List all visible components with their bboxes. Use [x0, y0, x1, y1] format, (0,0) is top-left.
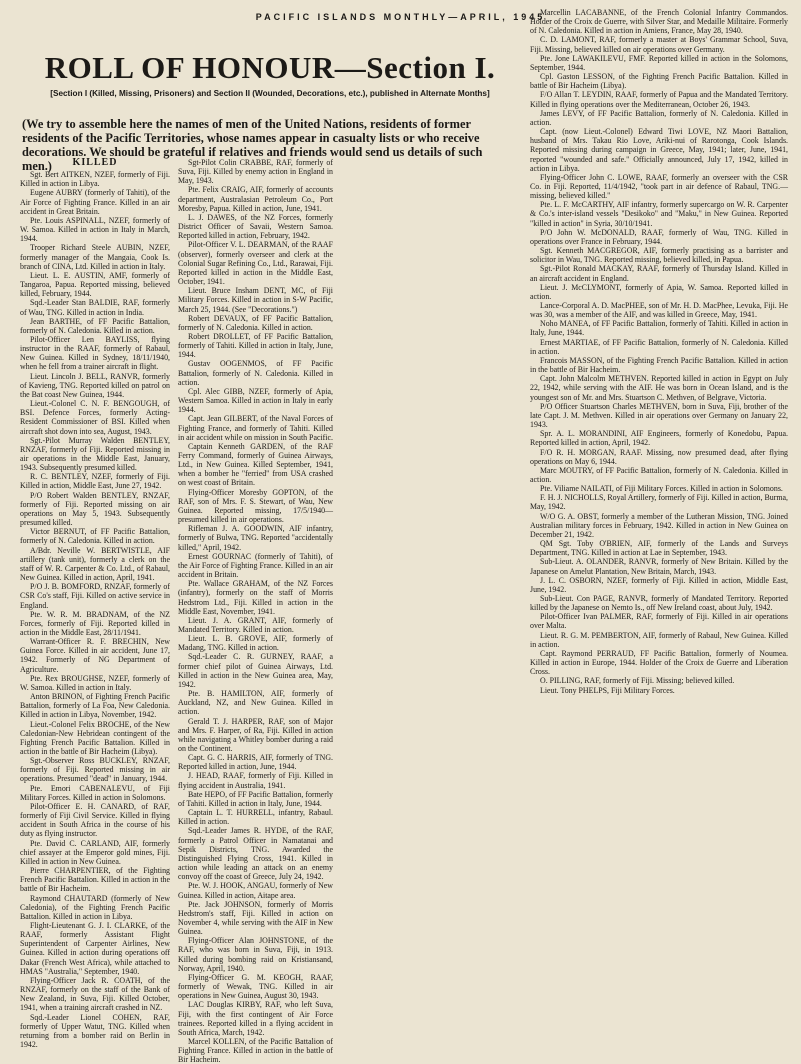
roll-entry: Anton BRINON, of Fighting French Pacific Battalion, formerly of La Foa, New Caledonia. Killed in action in Libya, November, 1942. [20, 692, 170, 720]
roll-entry: Flying-Officer Alan JOHNSTONE, of the RAF, who was born in Suva, Fiji, in 1913. Killed during bombing raid on Kristiansand, Norway, April, 1940. [178, 936, 333, 973]
roll-entry: Pte. Louis ASPINALL, NZEF, formerly of W. Samoa. Killed in action in Italy in March, 1944. [20, 215, 170, 244]
roll-entry: Lieut.-Colonel C. N. F. BENGOUGH, of BSI. Defence Forces, formerly Acting-Resident Commissioner of BSI. Killed when aircraft shot down into sea, August, 1943. [20, 399, 170, 436]
roll-entry: Robert DROLLET, of FF Pacific Battalion, formerly of Tahiti. Killed in action in Italy, June, 1944. [178, 331, 333, 360]
column-2 [178, 158, 333, 1064]
roll-entry: R. C. BENTLEY, NZEF, formerly of Fiji. Killed in action, Middle East, June 27, 1942. [20, 472, 170, 491]
roll-entry: Ernest GOURNAC (formerly of Tahiti), of the Air Force of Fighting France. Killed in an air accident in Britain. [178, 551, 333, 580]
roll-entry: Pte. Wallace GRAHAM, of the NZ Forces (infantry), formerly on the staff of Morris Hedstrom Ltd., Fiji. Killed in action in the Middle East, November, 1941. [178, 579, 333, 616]
roll-entry: Sgt.-Observer Ross BUCKLEY, RNZAF, formerly of Fiji. Reported missing in air operations. Presumed "dead" in January, 1944. [20, 756, 170, 784]
killed-heading: KILLED [72, 157, 118, 168]
page-title: ROLL OF HONOUR—Section I. [44, 50, 496, 85]
roll-entry: Pte. L. F. McCARTHY, AIF infantry, formerly supercargo on W. R. Carpenter & Co.'s inter-island vessels "Desikoko" and "Maku," in New Guinea. Reported "killed in action" in Syria, 30/10/1941. [530, 200, 788, 228]
roll-entry: Lieut. J. McCLYMONT, formerly of Apia, W. Samoa. Reported killed in action. [530, 282, 788, 301]
roll-entry: Warrant-Officer R. F. BRECHIN, New Guinea Force. Killed in air accident, June 17, 1942. Formerly of NG Department of Agriculture. [20, 637, 170, 674]
roll-entry: Pte. W. J. HOOK, ANGAU, formerly of New Guinea. Killed in action, Aitape area. [178, 881, 333, 900]
roll-entry: Capt. John Malcolm METHVEN. Reported killed in action in Egypt on July 22, 1942, while serving with the AIF. He was born in Ocean Island, and is the youngest son of Mr. and Mrs. Stuartson C. Methven, of Belgrave, Victoria. [530, 374, 788, 402]
roll-entry: Bate HEPO, of FF Pacific Battalion, formerly of Tahiti. Killed in action in Italy, June, 1944. [178, 789, 333, 808]
roll-entry: Pte. David C. CARLAND, AIF, formerly chief assayer at the Emperor gold mines, Fiji. Killed in action in New Guinea. [20, 838, 170, 866]
roll-entry: Lieut. L. B. GROVE, AIF, formerly of Madang, TNG. Killed in action. [178, 634, 333, 653]
roll-entry: Pte. Felix CRAIG, AIF, formerly of accounts department, Australasian Petroleum Co., Port Moresby, Papua. Killed in action, June, 1941. [178, 185, 333, 213]
roll-entry: Pte. B. HAMILTON, AIF, formerly of Auckland, NZ, and New Guinea. Killed in action. [178, 689, 333, 717]
roll-entry: P/O John W. McDONALD, RAAF, formerly of Wau, TNG. Killed in operations over France in February, 1944. [530, 227, 788, 246]
roll-entry: Captain L. T. HURRELL, infantry, Rabaul. Killed in action. [178, 808, 333, 827]
running-head: PACIFIC ISLANDS MONTHLY—APRIL, 1945 [255, 12, 546, 22]
roll-entry: Pte. Jone LAWAKILEVU, FMF. Reported killed in action in the Solomons, September, 1944. [530, 53, 788, 72]
roll-entry: Flying-Officer John C. LOWE, RAAF, formerly an overseer with the CSR Co. in Fiji. Reported, 11/4/1942, "took part in air defence of Rabaul, TNG.—missing, believed killed." [530, 172, 788, 201]
roll-entry: Capt. Jean GILBERT, of the Naval Forces of Fighting France, and formerly of Tahiti. Killed in air accident while on mission in South Pacific. [178, 414, 333, 442]
column-1-entries [20, 170, 170, 1049]
roll-entry: C. D. LAMONT, RAF, formerly a master at Boys' Grammar School, Suva, Fiji. Missing, believed killed on air operations over Germany. [530, 35, 788, 54]
roll-entry: Ernest MARTIAE, of FF Pacific Battalion, formerly of N. Caledonia. Killed in action. [530, 337, 788, 356]
column-1 [20, 157, 170, 1049]
roll-entry: Pte. Emori CABENALEVU, of Fiji Military Forces. Killed in action in Solomons. [20, 783, 170, 802]
column-3-entries [530, 8, 788, 695]
roll-entry: P/O J. B. BOMFORD, RNZAF, formerly of CSR Co's staff, Fiji. Killed on active service in England. [20, 582, 170, 610]
roll-entry: Sgt.-Pilot Ronald MACKAY, RAAF, formerly of Thursday Island. Killed in an aircraft accident in England. [530, 264, 788, 283]
roll-entry: Sqd.-Leader Lionel COHEN, RAF, formerly of Upper Watut, TNG. Killed when returning from a bomber raid on Berlin in 1942. [20, 1012, 170, 1049]
roll-entry: Sqd.-Leader C. R. GURNEY, RAAF, a former chief pilot of Guinea Airways, Ltd. Killed in action in the New Guinea area, May, 1942. [178, 652, 333, 689]
roll-entry: Lieut. L. E. AUSTIN, AMF, formerly of Tangaroa, Papua. Reported missing, believed killed, February, 1944. [20, 270, 170, 299]
roll-entry: Flying-Officer Jack R. COATH, of the RNZAF, formerly on the staff of the Bank of New Zealand, in Suva, Fiji. Killed October, 1941, when a training aircraft crashed in NZ. [20, 975, 170, 1013]
roll-entry: Cpl. Gaston LESSON, of the Fighting French Pacific Battalion. Killed in battle of Bir Hacheim (Libya). [530, 72, 788, 91]
column-3 [530, 8, 788, 1038]
section-subtitle: [Section I (Killed, Missing, Prisoners) and Section II (Wounded, Decorations, etc.), published in Alternate Months] [50, 89, 490, 98]
roll-entry: Pte. W. R. M. BRADNAM, of the NZ Forces, formerly of Fiji. Reported killed in action in the Middle East, 28/11/1941. [20, 609, 170, 637]
roll-entry: Sqd.-Leader Stan BALDIE, RAF, formerly of Wau, TNG. Killed in action in India. [20, 298, 170, 317]
roll-entry: F. H. J. NICHOLLS, Royal Artillery, formerly of Fiji. Killed in action, Burma, May, 1942. [530, 493, 788, 512]
roll-entry: Pilot-Officer E. H. CANARD, of RAF, formerly of Fiji Civil Service. Killed in flying accident in South Africa in the course of his duty as flying instructor. [20, 801, 170, 839]
roll-entry: Marc MOUTRY, of FF Pacific Battalion, formerly of N. Caledonia. Killed in action. [530, 465, 788, 484]
roll-entry: P/O Robert Walden BENTLEY, RNZAF, formerly of Fiji. Reported missing on air operations on May 5, 1943. Subsequently presumed killed. [20, 490, 170, 528]
roll-entry: F/O Allan T. LEYDIN, RAAF, formerly of Papua and the Mandated Territory. Killed in flying operations over the Mediterranean, October 26, 1943. [530, 90, 788, 109]
roll-entry: Flying-Officer Moresby GOPTON, of the RAF, son of Mrs. F. S. Stewart, of Wau, New Guinea. Reported missing, 17/5/1940—presumed killed in air operations. [178, 487, 333, 525]
roll-entry: Lieut. Bruce Insham DENT, MC, of Fiji Military Forces. Killed in action in S-W Pacific, March 25, 1944. (See "Decorations.") [178, 286, 333, 314]
roll-entry: Pierre CHARPENTIER, of the Fighting French Pacific Battalion. Killed in action in the battle of Bir Hacheim. [20, 866, 170, 894]
roll-entry: Flight-Lieutenant G. J. I. CLARKE, of the RAAF, formerly Assistant Flight Superintendent of Carpenter Airlines, New Guinea. Killed in action during operations off Dakar (French West Africa), while attached to HMAS "Australia," September, 1940. [20, 920, 170, 976]
roll-entry: Marcellin LACABANNE, of the French Colonial Infantry Commandos. Holder of the Croix de Guerre, with Silver Star, and Medaille Militaire. Formerly of N. Caledonia. Killed in action in Amiens, France, May 28, 1940. [530, 8, 788, 36]
roll-entry: Cpl. Alec GIBB, NZEF, formerly of Apia, Western Samoa. Killed in action in Italy in early 1944. [178, 386, 333, 415]
roll-entry: Sgt-Pilot Colin CRABBE, RAF, formerly of Suva, Fiji. Killed by enemy action in England in May, 1943. [178, 158, 333, 186]
roll-entry: Raymond CHAUTARD (formerly of New Caledonia), of the Fighting French Pacific Battalion. Killed in action in Libya. [20, 893, 170, 921]
roll-entry: Marcel KOLLEN, of the Pacific Battalion of Fighting France. Killed in action in the battle of Bir Hacheim. [178, 1037, 333, 1064]
roll-entry: Spr. A. L. MORANDINI, AIF Engineers, formerly of Konedobu, Papua. Reported killed in action, April, 1942. [530, 429, 788, 448]
roll-entry: Lieut.-Colonel Felix BROCHE, of the New Caledonian-New Hebridean contingent of the Fighting French Pacific Battalion. Killed in action in the battle of Bir Hacheim (Libya). [20, 719, 170, 756]
roll-entry: Pte. Rex BROUGHSE, NZEF, formerly of W. Samoa. Killed in action in Italy. [20, 673, 170, 692]
roll-entry: Sgt. Kenneth MACGREGOR, AIF, formerly practising as a barrister and solicitor in Wau, TNG. Reported missing, believed killed, in Papua. [530, 246, 788, 265]
roll-entry: Pilot-Officer Len BAYLISS, flying instructor in the RAAF, formerly of Rabaul, New Guinea. Killed in Sydney, 18/11/1940, when he fell from a trainer aircraft in flight. [20, 334, 170, 372]
roll-entry: LAC Douglas KIRBY, RAF, who left Suva, Fiji, with the first contingent of Air Force trainees. Reported killed in a flying accident in South Africa, March, 1942. [178, 1000, 333, 1037]
roll-entry: Flying-Officer G. M. KEOGH, RAAF, formerly of Wewak, TNG. Killed in air operations in New Guinea, August 30, 1943. [178, 972, 333, 1001]
roll-entry: Eugene AUBRY (formerly of Tahiti), of the Air Force of Fighting France. Killed in an air accident in Great Britain. [20, 188, 170, 216]
column-2-entries [178, 158, 333, 1064]
roll-entry: Pilot-Officer Ivan PALMER, RAF, formerly of Fiji. Killed in air operations over Malta. [530, 612, 788, 631]
roll-entry: Gerald T. J. HARPER, RAF, son of Major and Mrs. F. Harper, of Ra, Fiji. Killed in action while navigating a Whitley bomber during a raid on the Continent. [178, 716, 333, 753]
roll-entry: Gustav OOGENMOS, of FF Pacific Battalion, formerly of N. Caledonia. Killed in action. [178, 359, 333, 387]
roll-entry: Robert DEVAUX, of FF Pacific Battalion, formerly of N. Caledonia. Killed in action. [178, 313, 333, 332]
roll-entry: L. J. DAWES, of the NZ Forces, formerly District Officer of Savaii, Western Samoa. Reported killed in action, February, 1942. [178, 212, 333, 241]
roll-entry: James LEVY, of FF Pacific Battalion, formerly of N. Caledonia. Killed in action. [530, 108, 788, 127]
roll-entry: Jean BARTHE, of FF Pacific Battalion, formerly of N. Caledonia. Killed in action. [20, 316, 170, 335]
roll-entry: Trooper Richard Steele AUBIN, NZEF, formerly manager of the Mangaia, Cook Is. branch of CINA, Ltd. Killed in action in Italy. [20, 243, 170, 271]
roll-entry: W/O G. A. OBST, formerly a member of the Lutheran Mission, TNG. Joined Australian military forces in February, 1942. Killed in action in New Guinea on December 21, 1942. [530, 511, 788, 539]
roll-entry: O. PILLING, RAF, formerly of Fiji. Missing; believed killed. [540, 676, 735, 686]
roll-entry: Capt. Raymond PERRAUD, FF Pacific Battalion, formerly of Noumea. Killed in action in Europe, 1944. Holder of the Croix de Guerre and Liberation Cross. [530, 648, 788, 677]
roll-entry: Victor BERNUT, of FF Pacific Battalion, formerly of N. Caledonia. Killed in action. [20, 527, 170, 546]
roll-entry: J. HEAD, RAAF, formerly of Fiji. Killed in flying accident in Australia, 1941. [178, 771, 333, 790]
roll-entry: Lieut. R. G. M. PEMBERTON, AIF, formerly of Rabaul, New Guinea. Killed in action. [530, 630, 788, 649]
roll-entry: F/O R. H. MORGAN, RAAF. Missing, now presumed dead, after flying operations on May 6, 1944. [530, 447, 788, 466]
roll-entry: Capt. G. C. HARRIS, AIF, formerly of TNG. Reported killed in action, June, 1944. [178, 753, 333, 772]
roll-entry: Noho MANEA, of FF Pacific Battalion, formerly of Tahiti. Killed in action in Italy, June, 1944. [530, 319, 788, 338]
roll-entry: Sqd.-Leader James R. HYDE, of the RAF, formerly a Patrol Officer in Namatanai and Sepik Districts, TNG. Awarded the Distinguished Flying Cross, 1941. Killed in action while leading an attack on an enemy convoy off the coast of Greece, July 24, 1942. [178, 826, 333, 882]
roll-entry: P/O Officer Stuartson Charles METHVEN, born in Suva, Fiji, brother of the late Capt. J. M. Methven. Killed in air operations over Germany on January 22, 1943. [530, 401, 788, 430]
roll-entry: Sgt. Bert AITKEN, NZEF, formerly of Fiji. Killed in action in Libya. [20, 170, 170, 189]
roll-entry: Pte. Jack JOHNSON, formerly of Morris Hedstrom's staff, Fiji. Killed in action on November 4, while serving with the AIF in New Guinea. [178, 899, 333, 937]
intro-paragraph: (We try to assemble here the names of men of the United Nations, residents of former residents of the Pacific Territories, whose names appear in casualty lists or who receive decorations. We should be grateful if relatives and friends would send us details of such men.) [22, 117, 483, 173]
roll-entry: Rifleman J. A. GOODWIN, AIF infantry, formerly of Bulwa, TNG. Reported "accidentally killed," April, 1942. [178, 524, 333, 552]
roll-entry: Lance-Corporal A. D. MacPHEE, son of Mr. H. D. MacPhee, Levuka, Fiji. He was 30, was a member of the AIF, and was killed in Greece, May, 1941. [530, 301, 788, 320]
roll-entry: QM Sgt. Toby O'BRIEN, AIF, formerly of the Lands and Surveys Department, TNG. Killed in action at Lae in September, 1943. [530, 539, 788, 558]
roll-entry: Lieut. Lincoln J. BELL, RANVR, formerly of Kavieng, TNG. Reported killed on patrol on the Bat coast New Guinea, 1944. [20, 371, 170, 399]
roll-entry: Captain Kenneth GARDEN, of the RAF Ferry Command, formerly of Guinea Airways, Ltd., in New Guinea. Killed September, 1941, when a bomber he "ferried" from USA crashed on west coast of Britain. [178, 441, 333, 488]
roll-entry: Pilot-Officer V. L. DEARMAN, of the RAAF (observer), formerly overseer and clerk at the Colonial Sugar Refining Co., Ltd., Rarawai, Fiji. Reported killed in action in the Middle East, October, 1941. [178, 240, 333, 287]
roll-entry: A/Bdr. Neville W. BERTWISTLE, AIF artillery (tank unit), formerly a clerk on the staff of W. R. Carpenter & Co. Ltd., of Rabaul, New Guinea. Killed in action, April, 1941. [20, 545, 170, 583]
roll-entry: Sub-Lieut. A. OLANDER, RANVR, formerly of New Britain. Killed by the Japanese on Amelut Plantation, New Britain, March, 1943. [530, 557, 788, 576]
roll-entry: Lieut. Tony PHELPS, Fiji Military Forces. [540, 685, 675, 695]
roll-entry: Pte. Viliame NAILATI, of Fiji Military Forces. Killed in action in Solomons. [540, 484, 783, 494]
roll-entry: Sgt.-Pilot Murray Walden BENTLEY, RNZAF, formerly of Fiji. Reported missing in air operations in the Middle East, January, 1943. Subsequently presumed killed. [20, 435, 170, 473]
roll-entry: J. L. C. OSBORN, NZEF, formerly of Fiji. Killed in action, Middle East, June, 1942. [530, 575, 788, 594]
roll-entry: Capt. (now Lieut.-Colonel) Edward Tiwi LOVE, NZ Maori Battalion, husband of Mrs. Takau Rio Love, Ariki-nui of Rarotonga, Cook Islands. Reported missing during campaign in Greece, May, 1941; later, June, 1941, reported "wounded and safe." Officially announced, July 17, 1942, killed in action in Libya. [530, 127, 788, 173]
roll-entry: Lieut. J. A. GRANT, AIF, formerly of Mandated Territory. Killed in action. [178, 615, 333, 634]
roll-entry: Francois MASSON, of the Fighting French Pacific Battalion. Killed in action in the battle of Bir Hacheim. [530, 355, 788, 375]
roll-entry: Sub-Lieut. Con PAGE, RANVR, formerly of Mandated Territory. Reported killed by the Japanese on Nemto Is., off New Ireland coast, about July, 1942. [530, 594, 788, 613]
